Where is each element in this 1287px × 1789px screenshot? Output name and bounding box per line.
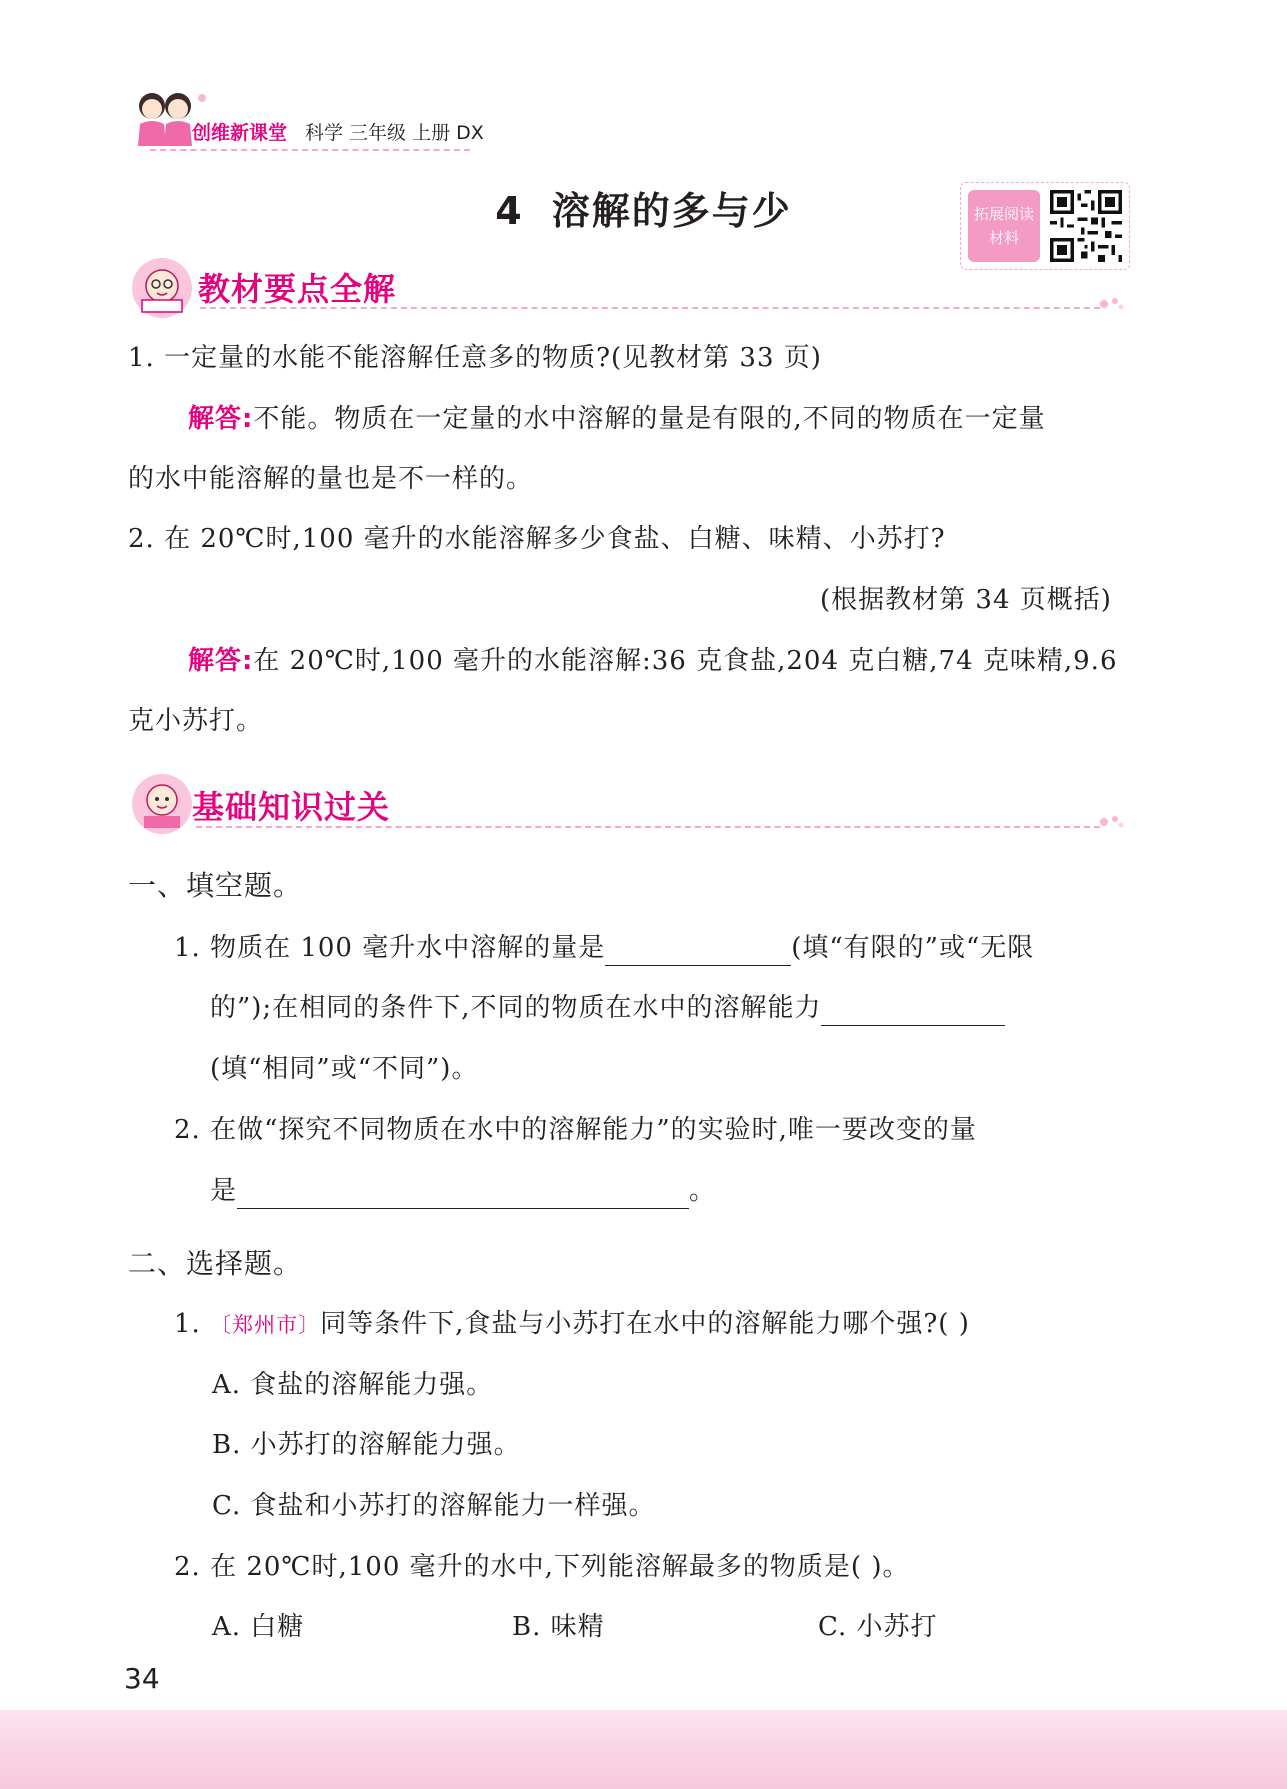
answer-2-text: 在 20℃时,100 毫升的水能溶解:36 克食盐,204 克白糖,74 克味精,9.6 [253, 646, 1118, 676]
section-divider [196, 826, 1100, 828]
fill-question-1-text: 1. 物质在 100 毫升水中溶解的量是 [174, 933, 606, 963]
answer-2-line-2: 克小苏打。 [128, 706, 264, 736]
answer-blank[interactable] [237, 1180, 689, 1209]
fill-question-1-line-2 [210, 990, 1005, 1026]
lesson-name: 溶解的多与少 [551, 189, 792, 233]
section-title: 教材要点全解 [198, 270, 397, 308]
fill-question-2-text: 是 [210, 1176, 238, 1206]
answer-1-text: 不能。物质在一定量的水中溶解的量是有限的,不同的物质在一定量 [253, 404, 1046, 434]
fill-question-1-text-2: 的”);在相同的条件下,不同的物质在水中的溶解能力 [210, 993, 822, 1023]
choice-question-1-number: 1. [174, 1309, 201, 1339]
answer-2-line-1 [188, 643, 1118, 679]
answer-1-line-2: 的水中能溶解的量也是不一样的。 [128, 464, 534, 494]
brand-name: 创维新课堂 [192, 122, 288, 144]
answer-1-line-1 [188, 401, 1046, 437]
fill-question-1-line-3: (填“相同”或“不同”)。 [210, 1054, 479, 1084]
question-2: 2. 在 20℃时,100 毫升的水能溶解多少食盐、白糖、味精、小苏打? [128, 524, 946, 554]
footer-band [0, 1710, 1287, 1789]
qr-label-line1: 拓展阅读 [973, 205, 1034, 223]
choice-option[interactable]: C. 小苏打 [818, 1612, 938, 1642]
question-1: 1. 一定量的水能不能溶解任意多的物质?(见教材第 33 页) [128, 343, 822, 373]
part-1-title: 一、填空题。 [128, 869, 303, 902]
header-divider [150, 149, 470, 151]
book-info: 科学 三年级 上册 DX [305, 122, 484, 144]
fill-question-2-line-2 [210, 1173, 716, 1209]
decor-dots-icon [1096, 812, 1126, 832]
teacher-mascot-icon [130, 256, 194, 320]
page-number: 34 [124, 1662, 160, 1695]
answer-label: 解答: [188, 404, 254, 434]
qr-label [968, 190, 1040, 262]
answer-label: 解答: [188, 646, 254, 676]
choice-option[interactable]: B. 小苏打的溶解能力强。 [212, 1430, 521, 1460]
decor-dots-icon [1096, 294, 1126, 314]
fill-question-2-line-1: 2. 在做“探究不同物质在水中的溶解能力”的实验时,唯一要改变的量 [174, 1115, 977, 1145]
choice-option[interactable]: A. 白糖 [212, 1612, 305, 1642]
section-divider [200, 307, 1100, 309]
lesson-number: 4 [495, 189, 524, 233]
choice-option[interactable]: A. 食盐的溶解能力强。 [212, 1370, 494, 1400]
choice-question-2: 2. 在 20℃时,100 毫升的水中,下列能溶解最多的物质是( )。 [174, 1552, 910, 1582]
qr-label-line2: 材料 [988, 229, 1019, 247]
fill-question-2-end: 。 [689, 1176, 717, 1206]
choice-option[interactable]: B. 味精 [512, 1612, 605, 1642]
choice-option[interactable]: C. 食盐和小苏打的溶解能力一样强。 [212, 1491, 656, 1521]
question-2-source: (根据教材第 34 页概括) [820, 585, 1112, 615]
student-mascot-icon [130, 772, 194, 836]
region-tag: 〔郑州市〕 [210, 1313, 321, 1337]
choice-question-1-text: 同等条件下,食盐与小苏打在水中的溶解能力哪个强?( ) [320, 1309, 970, 1339]
fill-question-1-hint: (填“有限的”或“无限 [791, 933, 1035, 963]
answer-blank[interactable] [605, 937, 791, 966]
answer-blank[interactable] [821, 997, 1005, 1026]
fill-question-1-line-1 [174, 930, 1034, 966]
part-2-title: 二、选择题。 [128, 1247, 303, 1280]
qr-code-icon[interactable] [1050, 190, 1122, 262]
section-title: 基础知识过关 [192, 788, 391, 826]
choice-question-1 [174, 1306, 970, 1343]
